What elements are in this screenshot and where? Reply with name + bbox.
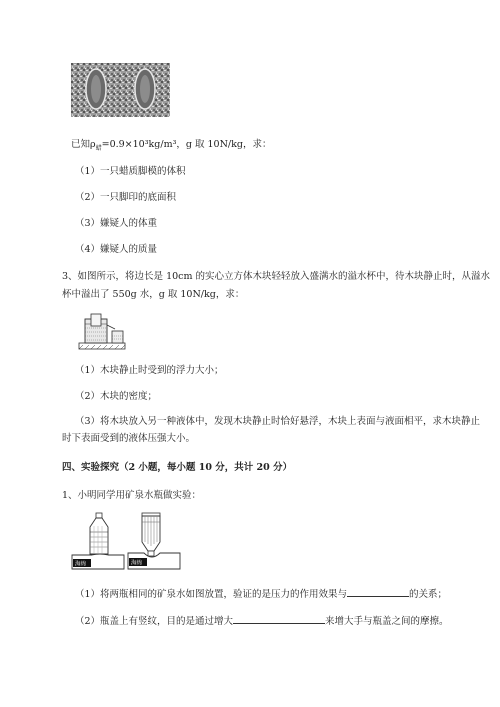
item-1-blank[interactable]	[347, 587, 409, 597]
section-4-item-1	[75, 587, 447, 601]
q2-item-1: （1）一只蜡质脚模的体积	[75, 166, 186, 177]
sponge-label-right: 海绵	[131, 560, 143, 567]
q3-item-2: （2）木块的密度；	[75, 391, 158, 402]
given-subscript: 蜡	[95, 144, 102, 152]
q2-item-4: （4）嫌疑人的质量	[75, 244, 158, 255]
item-1-text-b: 的关系；	[409, 589, 448, 600]
item-2-blank[interactable]	[233, 614, 325, 624]
footprint-image	[71, 63, 170, 117]
item-1-text-a: （1）将两瓶相同的矿泉水如图放置，验证的是压力的作用效果与	[75, 589, 348, 600]
bottles-on-sponge-figure	[70, 512, 182, 570]
q3-line-2: 杯中溢出了 550g 水，g 取 10N/kg，求：	[62, 289, 245, 300]
q2-item-3: （3）嫌疑人的体重	[75, 218, 158, 229]
given-density-line	[71, 139, 271, 155]
q3-item-3-line-1: （3）将木块放入另一种液体中，发现木块静止时恰好悬浮，木块上表面与液面相平，求木块静止	[75, 416, 481, 427]
q3-item-1: （1）木块静止时受到的浮力大小；	[75, 365, 224, 376]
q3-line-1: 3、如图所示，将边长是 10cm 的实心立方体木块轻轻放入盛满水的溢水杯中，待木块静止时，从溢水	[62, 271, 491, 282]
section-4-heading: 四、实验探究（2 小题，每小题 10 分，共计 20 分）	[62, 462, 293, 473]
q2-item-2: （2）一只脚印的底面积	[75, 192, 177, 203]
section-4-item-2	[75, 614, 449, 628]
sponge-label-left: 海绵	[75, 561, 87, 568]
item-2-text-a: （2）瓶盖上有竖纹，目的是通过增大	[75, 616, 234, 627]
item-2-text-b: 来增大手与瓶盖之间的摩擦。	[325, 616, 449, 627]
given-rest: =0.9×10³kg/m³，g 取 10N/kg，求：	[101, 139, 272, 150]
q3-item-3-line-2: 时下表面受到的液体压强大小。	[62, 433, 196, 444]
given-prefix: 已知ρ	[71, 139, 96, 150]
overflow-cup-figure	[77, 311, 127, 353]
section-4-q1: 1、小明同学用矿泉水瓶做实验：	[62, 490, 202, 501]
